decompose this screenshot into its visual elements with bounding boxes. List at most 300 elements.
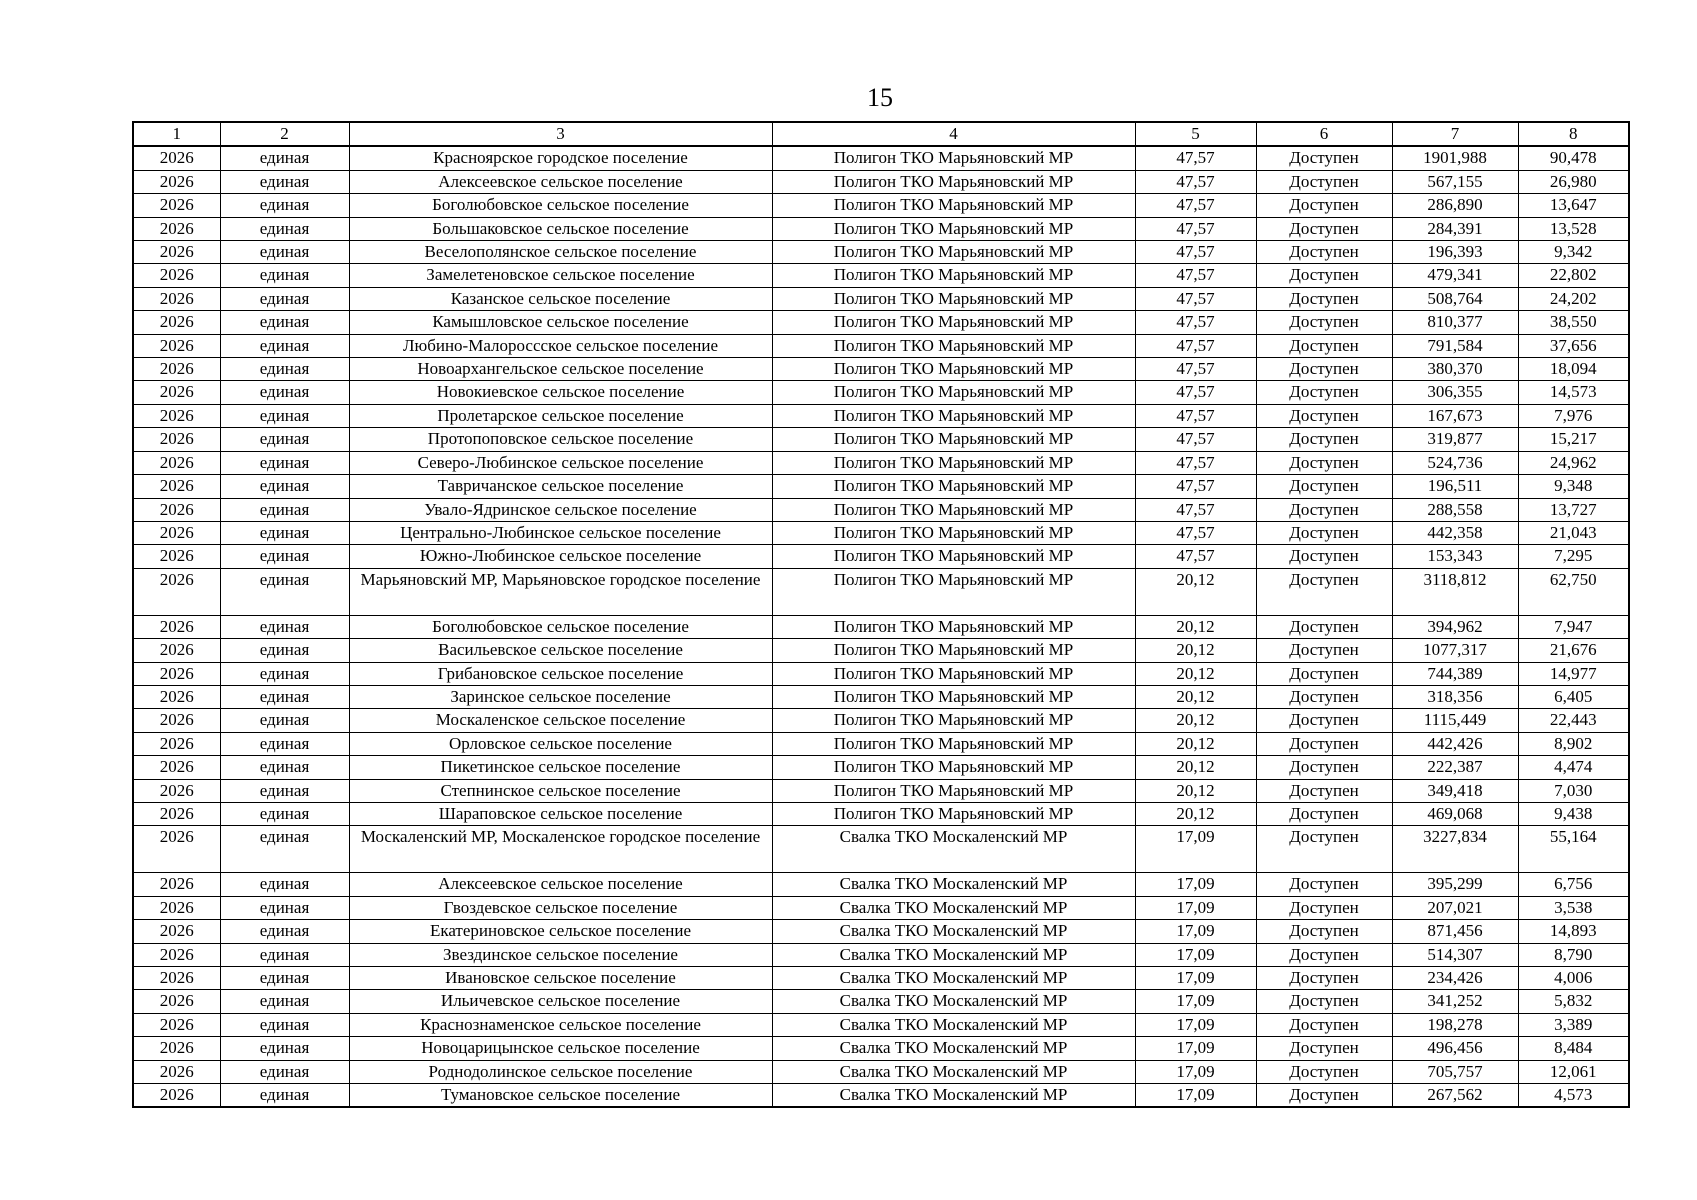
mass-cell: 4,006	[1518, 967, 1629, 990]
distance-cell: 47,57	[1135, 358, 1256, 381]
facility-cell: Полигон ТКО Марьяновский МР	[772, 475, 1135, 498]
year-cell: 2026	[133, 146, 220, 170]
table-row	[133, 217, 1629, 240]
status-cell: Доступен	[1256, 404, 1392, 427]
settlement-cell: Боголюбовское сельское поселение	[349, 615, 772, 638]
distance-cell: 47,57	[1135, 498, 1256, 521]
volume-cell: 196,393	[1392, 241, 1518, 264]
distance-cell: 17,09	[1135, 1037, 1256, 1060]
status-cell: Доступен	[1256, 779, 1392, 802]
volume-cell: 286,890	[1392, 194, 1518, 217]
table-row	[133, 639, 1629, 662]
mass-cell: 7,030	[1518, 779, 1629, 802]
status-cell: Доступен	[1256, 568, 1392, 615]
facility-cell: Полигон ТКО Марьяновский МР	[772, 732, 1135, 755]
status-cell: Доступен	[1256, 1037, 1392, 1060]
facility-cell: Полигон ТКО Марьяновский МР	[772, 194, 1135, 217]
table-row	[133, 896, 1629, 919]
year-cell: 2026	[133, 311, 220, 334]
table-row	[133, 943, 1629, 966]
type-cell: единая	[220, 498, 349, 521]
table-row	[133, 802, 1629, 825]
status-cell: Доступен	[1256, 1060, 1392, 1083]
facility-cell: Полигон ТКО Марьяновский МР	[772, 311, 1135, 334]
distance-cell: 47,57	[1135, 287, 1256, 310]
type-cell: единая	[220, 990, 349, 1013]
year-cell: 2026	[133, 943, 220, 966]
status-cell: Доступен	[1256, 451, 1392, 474]
status-cell: Доступен	[1256, 287, 1392, 310]
status-cell: Доступен	[1256, 545, 1392, 568]
status-cell: Доступен	[1256, 967, 1392, 990]
mass-cell: 14,977	[1518, 662, 1629, 685]
mass-cell: 6,756	[1518, 873, 1629, 896]
type-cell: единая	[220, 1037, 349, 1060]
table-row	[133, 920, 1629, 943]
facility-cell: Свалка ТКО Москаленский МР	[772, 920, 1135, 943]
distance-cell: 20,12	[1135, 615, 1256, 638]
distance-cell: 20,12	[1135, 779, 1256, 802]
facility-cell: Свалка ТКО Москаленский МР	[772, 1060, 1135, 1083]
type-cell: единая	[220, 475, 349, 498]
table-row	[133, 568, 1629, 615]
settlement-cell: Пролетарское сельское поселение	[349, 404, 772, 427]
table-row	[133, 1060, 1629, 1083]
mass-cell: 8,790	[1518, 943, 1629, 966]
volume-cell: 207,021	[1392, 896, 1518, 919]
distance-cell: 20,12	[1135, 709, 1256, 732]
mass-cell: 22,443	[1518, 709, 1629, 732]
table-row	[133, 404, 1629, 427]
table-row	[133, 170, 1629, 193]
type-cell: единая	[220, 709, 349, 732]
volume-cell: 744,389	[1392, 662, 1518, 685]
table-row	[133, 358, 1629, 381]
year-cell: 2026	[133, 615, 220, 638]
type-cell: единая	[220, 802, 349, 825]
table-row	[133, 146, 1629, 170]
settlement-cell: Пикетинское сельское поселение	[349, 756, 772, 779]
facility-cell: Полигон ТКО Марьяновский МР	[772, 545, 1135, 568]
settlement-cell: Протопоповское сельское поселение	[349, 428, 772, 451]
settlement-cell: Увало-Ядринское сельское поселение	[349, 498, 772, 521]
status-cell: Доступен	[1256, 709, 1392, 732]
table-row	[133, 521, 1629, 544]
table-row	[133, 662, 1629, 685]
mass-cell: 7,976	[1518, 404, 1629, 427]
status-cell: Доступен	[1256, 920, 1392, 943]
mass-cell: 13,528	[1518, 217, 1629, 240]
table-row	[133, 428, 1629, 451]
facility-cell: Полигон ТКО Марьяновский МР	[772, 264, 1135, 287]
year-cell: 2026	[133, 802, 220, 825]
settlement-cell: Орловское сельское поселение	[349, 732, 772, 755]
facility-cell: Свалка ТКО Москаленский МР	[772, 990, 1135, 1013]
settlement-cell: Грибановское сельское поселение	[349, 662, 772, 685]
facility-cell: Полигон ТКО Марьяновский МР	[772, 428, 1135, 451]
column-number: 4	[772, 122, 1135, 146]
status-cell: Доступен	[1256, 521, 1392, 544]
status-cell: Доступен	[1256, 990, 1392, 1013]
mass-cell: 21,043	[1518, 521, 1629, 544]
type-cell: единая	[220, 381, 349, 404]
mass-cell: 37,656	[1518, 334, 1629, 357]
distance-cell: 17,09	[1135, 1084, 1256, 1108]
distance-cell: 17,09	[1135, 1060, 1256, 1083]
table-row	[133, 264, 1629, 287]
year-cell: 2026	[133, 662, 220, 685]
year-cell: 2026	[133, 732, 220, 755]
table-row	[133, 311, 1629, 334]
table-row	[133, 545, 1629, 568]
volume-cell: 442,426	[1392, 732, 1518, 755]
status-cell: Доступен	[1256, 170, 1392, 193]
column-number-row	[133, 122, 1629, 146]
settlement-cell: Центрально-Любинское сельское поселение	[349, 521, 772, 544]
mass-cell: 8,484	[1518, 1037, 1629, 1060]
year-cell: 2026	[133, 779, 220, 802]
facility-cell: Свалка ТКО Москаленский МР	[772, 896, 1135, 919]
type-cell: единая	[220, 358, 349, 381]
volume-cell: 469,068	[1392, 802, 1518, 825]
type-cell: единая	[220, 1084, 349, 1108]
distance-cell: 17,09	[1135, 1013, 1256, 1036]
volume-cell: 341,252	[1392, 990, 1518, 1013]
settlement-cell: Новоцарицынское сельское поселение	[349, 1037, 772, 1060]
volume-cell: 153,343	[1392, 545, 1518, 568]
mass-cell: 9,438	[1518, 802, 1629, 825]
settlement-cell: Роднодолинское сельское поселение	[349, 1060, 772, 1083]
settlement-cell: Любино-Малороссское сельское поселение	[349, 334, 772, 357]
volume-cell: 198,278	[1392, 1013, 1518, 1036]
column-number: 7	[1392, 122, 1518, 146]
mass-cell: 4,474	[1518, 756, 1629, 779]
waste-registry-table	[132, 121, 1630, 1108]
year-cell: 2026	[133, 217, 220, 240]
settlement-cell: Васильевское сельское поселение	[349, 639, 772, 662]
distance-cell: 47,57	[1135, 264, 1256, 287]
settlement-cell: Ильичевское сельское поселение	[349, 990, 772, 1013]
settlement-cell: Москаленский МР, Москаленское городское поселение	[349, 826, 772, 873]
column-number: 6	[1256, 122, 1392, 146]
settlement-cell: Тавричанское сельское поселение	[349, 475, 772, 498]
table-row	[133, 732, 1629, 755]
table-row	[133, 194, 1629, 217]
facility-cell: Полигон ТКО Марьяновский МР	[772, 779, 1135, 802]
distance-cell: 17,09	[1135, 826, 1256, 873]
distance-cell: 47,57	[1135, 241, 1256, 264]
status-cell: Доступен	[1256, 802, 1392, 825]
mass-cell: 15,217	[1518, 428, 1629, 451]
facility-cell: Свалка ТКО Москаленский МР	[772, 873, 1135, 896]
column-number: 5	[1135, 122, 1256, 146]
distance-cell: 20,12	[1135, 568, 1256, 615]
volume-cell: 196,511	[1392, 475, 1518, 498]
facility-cell: Свалка ТКО Москаленский МР	[772, 826, 1135, 873]
table-body	[133, 122, 1629, 1107]
status-cell: Доступен	[1256, 873, 1392, 896]
year-cell: 2026	[133, 1013, 220, 1036]
column-number: 1	[133, 122, 220, 146]
type-cell: единая	[220, 334, 349, 357]
settlement-cell: Шараповское сельское поселение	[349, 802, 772, 825]
volume-cell: 871,456	[1392, 920, 1518, 943]
status-cell: Доступен	[1256, 639, 1392, 662]
type-cell: единая	[220, 217, 349, 240]
year-cell: 2026	[133, 685, 220, 708]
facility-cell: Свалка ТКО Москаленский МР	[772, 1084, 1135, 1108]
year-cell: 2026	[133, 475, 220, 498]
distance-cell: 20,12	[1135, 756, 1256, 779]
volume-cell: 479,341	[1392, 264, 1518, 287]
table-row	[133, 287, 1629, 310]
status-cell: Доступен	[1256, 475, 1392, 498]
mass-cell: 13,647	[1518, 194, 1629, 217]
settlement-cell: Марьяновский МР, Марьяновское городское поселение	[349, 568, 772, 615]
volume-cell: 3227,834	[1392, 826, 1518, 873]
type-cell: единая	[220, 428, 349, 451]
settlement-cell: Красноярское городское поселение	[349, 146, 772, 170]
distance-cell: 20,12	[1135, 732, 1256, 755]
settlement-cell: Замелетеновское сельское поселение	[349, 264, 772, 287]
status-cell: Доступен	[1256, 428, 1392, 451]
mass-cell: 8,902	[1518, 732, 1629, 755]
volume-cell: 496,456	[1392, 1037, 1518, 1060]
status-cell: Доступен	[1256, 1084, 1392, 1108]
facility-cell: Полигон ТКО Марьяновский МР	[772, 709, 1135, 732]
facility-cell: Полигон ТКО Марьяновский МР	[772, 334, 1135, 357]
volume-cell: 222,387	[1392, 756, 1518, 779]
facility-cell: Полигон ТКО Марьяновский МР	[772, 241, 1135, 264]
status-cell: Доступен	[1256, 264, 1392, 287]
facility-cell: Полигон ТКО Марьяновский МР	[772, 662, 1135, 685]
volume-cell: 524,736	[1392, 451, 1518, 474]
type-cell: единая	[220, 896, 349, 919]
distance-cell: 47,57	[1135, 475, 1256, 498]
type-cell: единая	[220, 404, 349, 427]
table-row	[133, 1037, 1629, 1060]
year-cell: 2026	[133, 639, 220, 662]
mass-cell: 3,538	[1518, 896, 1629, 919]
settlement-cell: Веселополянское сельское поселение	[349, 241, 772, 264]
year-cell: 2026	[133, 873, 220, 896]
type-cell: единая	[220, 826, 349, 873]
mass-cell: 26,980	[1518, 170, 1629, 193]
settlement-cell: Екатериновское сельское поселение	[349, 920, 772, 943]
distance-cell: 20,12	[1135, 685, 1256, 708]
type-cell: единая	[220, 615, 349, 638]
type-cell: единая	[220, 1013, 349, 1036]
year-cell: 2026	[133, 287, 220, 310]
status-cell: Доступен	[1256, 685, 1392, 708]
facility-cell: Полигон ТКО Марьяновский МР	[772, 639, 1135, 662]
distance-cell: 17,09	[1135, 920, 1256, 943]
mass-cell: 22,802	[1518, 264, 1629, 287]
mass-cell: 12,061	[1518, 1060, 1629, 1083]
page-number: 15	[867, 83, 893, 112]
table-row	[133, 1013, 1629, 1036]
facility-cell: Полигон ТКО Марьяновский МР	[772, 217, 1135, 240]
year-cell: 2026	[133, 1084, 220, 1108]
facility-cell: Полигон ТКО Марьяновский МР	[772, 498, 1135, 521]
volume-cell: 349,418	[1392, 779, 1518, 802]
volume-cell: 1077,317	[1392, 639, 1518, 662]
settlement-cell: Тумановское сельское поселение	[349, 1084, 772, 1108]
distance-cell: 20,12	[1135, 639, 1256, 662]
type-cell: единая	[220, 194, 349, 217]
distance-cell: 47,57	[1135, 194, 1256, 217]
mass-cell: 55,164	[1518, 826, 1629, 873]
type-cell: единая	[220, 967, 349, 990]
distance-cell: 17,09	[1135, 943, 1256, 966]
table-row	[133, 779, 1629, 802]
table-row	[133, 475, 1629, 498]
facility-cell: Полигон ТКО Марьяновский МР	[772, 451, 1135, 474]
facility-cell: Полигон ТКО Марьяновский МР	[772, 521, 1135, 544]
year-cell: 2026	[133, 896, 220, 919]
mass-cell: 90,478	[1518, 146, 1629, 170]
mass-cell: 18,094	[1518, 358, 1629, 381]
volume-cell: 3118,812	[1392, 568, 1518, 615]
year-cell: 2026	[133, 241, 220, 264]
type-cell: единая	[220, 170, 349, 193]
mass-cell: 62,750	[1518, 568, 1629, 615]
volume-cell: 508,764	[1392, 287, 1518, 310]
column-number: 3	[349, 122, 772, 146]
type-cell: единая	[220, 568, 349, 615]
status-cell: Доступен	[1256, 943, 1392, 966]
settlement-cell: Новоархангельское сельское поселение	[349, 358, 772, 381]
type-cell: единая	[220, 662, 349, 685]
mass-cell: 7,295	[1518, 545, 1629, 568]
mass-cell: 6,405	[1518, 685, 1629, 708]
facility-cell: Свалка ТКО Москаленский МР	[772, 967, 1135, 990]
volume-cell: 380,370	[1392, 358, 1518, 381]
year-cell: 2026	[133, 170, 220, 193]
table-row	[133, 709, 1629, 732]
facility-cell: Полигон ТКО Марьяновский МР	[772, 287, 1135, 310]
table-row	[133, 615, 1629, 638]
distance-cell: 20,12	[1135, 662, 1256, 685]
mass-cell: 3,389	[1518, 1013, 1629, 1036]
volume-cell: 442,358	[1392, 521, 1518, 544]
settlement-cell: Большаковское сельское поселение	[349, 217, 772, 240]
distance-cell: 47,57	[1135, 521, 1256, 544]
type-cell: единая	[220, 241, 349, 264]
distance-cell: 47,57	[1135, 146, 1256, 170]
status-cell: Доступен	[1256, 615, 1392, 638]
status-cell: Доступен	[1256, 311, 1392, 334]
type-cell: единая	[220, 756, 349, 779]
status-cell: Доступен	[1256, 662, 1392, 685]
distance-cell: 17,09	[1135, 990, 1256, 1013]
year-cell: 2026	[133, 1037, 220, 1060]
type-cell: единая	[220, 264, 349, 287]
facility-cell: Полигон ТКО Марьяновский МР	[772, 756, 1135, 779]
distance-cell: 47,57	[1135, 404, 1256, 427]
type-cell: единая	[220, 732, 349, 755]
table-row	[133, 451, 1629, 474]
distance-cell: 17,09	[1135, 896, 1256, 919]
type-cell: единая	[220, 521, 349, 544]
year-cell: 2026	[133, 428, 220, 451]
settlement-cell: Алексеевское сельское поселение	[349, 873, 772, 896]
table-row	[133, 826, 1629, 873]
settlement-cell: Москаленское сельское поселение	[349, 709, 772, 732]
volume-cell: 1115,449	[1392, 709, 1518, 732]
year-cell: 2026	[133, 404, 220, 427]
volume-cell: 267,562	[1392, 1084, 1518, 1108]
status-cell: Доступен	[1256, 896, 1392, 919]
status-cell: Доступен	[1256, 381, 1392, 404]
mass-cell: 14,573	[1518, 381, 1629, 404]
type-cell: единая	[220, 639, 349, 662]
facility-cell: Полигон ТКО Марьяновский МР	[772, 170, 1135, 193]
volume-cell: 284,391	[1392, 217, 1518, 240]
facility-cell: Полигон ТКО Марьяновский МР	[772, 568, 1135, 615]
status-cell: Доступен	[1256, 217, 1392, 240]
facility-cell: Полигон ТКО Марьяновский МР	[772, 685, 1135, 708]
facility-cell: Полигон ТКО Марьяновский МР	[772, 404, 1135, 427]
volume-cell: 394,962	[1392, 615, 1518, 638]
table-row	[133, 334, 1629, 357]
year-cell: 2026	[133, 545, 220, 568]
table-row	[133, 873, 1629, 896]
distance-cell: 17,09	[1135, 967, 1256, 990]
status-cell: Доступен	[1256, 1013, 1392, 1036]
settlement-cell: Заринское сельское поселение	[349, 685, 772, 708]
status-cell: Доступен	[1256, 498, 1392, 521]
year-cell: 2026	[133, 967, 220, 990]
settlement-cell: Казанское сельское поселение	[349, 287, 772, 310]
facility-cell: Полигон ТКО Марьяновский МР	[772, 802, 1135, 825]
volume-cell: 1901,988	[1392, 146, 1518, 170]
table-row	[133, 990, 1629, 1013]
facility-cell: Полигон ТКО Марьяновский МР	[772, 615, 1135, 638]
table-row	[133, 685, 1629, 708]
mass-cell: 9,342	[1518, 241, 1629, 264]
distance-cell: 47,57	[1135, 545, 1256, 568]
column-number: 2	[220, 122, 349, 146]
facility-cell: Свалка ТКО Москаленский МР	[772, 1013, 1135, 1036]
year-cell: 2026	[133, 498, 220, 521]
year-cell: 2026	[133, 920, 220, 943]
distance-cell: 47,57	[1135, 217, 1256, 240]
mass-cell: 4,573	[1518, 1084, 1629, 1108]
type-cell: единая	[220, 943, 349, 966]
year-cell: 2026	[133, 709, 220, 732]
mass-cell: 21,676	[1518, 639, 1629, 662]
year-cell: 2026	[133, 451, 220, 474]
status-cell: Доступен	[1256, 732, 1392, 755]
distance-cell: 47,57	[1135, 428, 1256, 451]
distance-cell: 47,57	[1135, 334, 1256, 357]
volume-cell: 167,673	[1392, 404, 1518, 427]
mass-cell: 24,202	[1518, 287, 1629, 310]
settlement-cell: Алексеевское сельское поселение	[349, 170, 772, 193]
distance-cell: 17,09	[1135, 873, 1256, 896]
year-cell: 2026	[133, 826, 220, 873]
status-cell: Доступен	[1256, 241, 1392, 264]
settlement-cell: Краснознаменское сельское поселение	[349, 1013, 772, 1036]
volume-cell: 234,426	[1392, 967, 1518, 990]
facility-cell: Свалка ТКО Москаленский МР	[772, 943, 1135, 966]
status-cell: Доступен	[1256, 194, 1392, 217]
settlement-cell: Новокиевское сельское поселение	[349, 381, 772, 404]
volume-cell: 318,356	[1392, 685, 1518, 708]
table-row	[133, 381, 1629, 404]
volume-cell: 288,558	[1392, 498, 1518, 521]
